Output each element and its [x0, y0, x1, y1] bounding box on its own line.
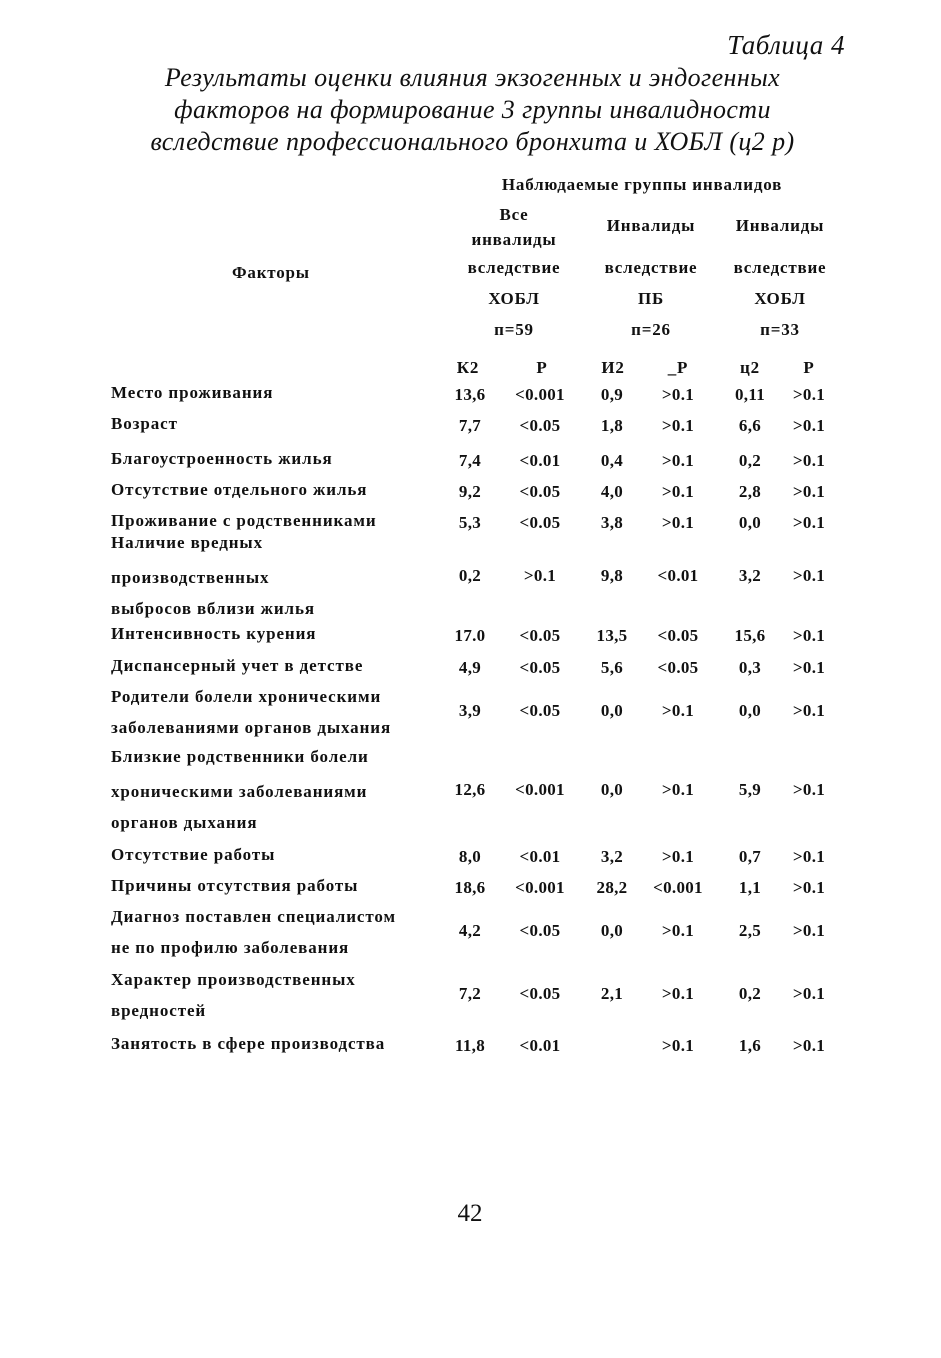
value-cell: >0.1 — [792, 878, 826, 897]
group-1-line1: Все — [499, 205, 529, 224]
value-cell: <0.05 — [519, 416, 561, 435]
value-cell: 4,2 — [458, 921, 482, 940]
group-1-n: п=59 — [494, 320, 534, 339]
factor-label: Возраст — [111, 414, 178, 433]
group-1-line3: вследствие — [467, 258, 561, 277]
group-3-line4: ХОБЛ — [754, 289, 806, 308]
value-cell: <0.05 — [519, 658, 561, 677]
value-cell: 3,2 — [600, 847, 624, 866]
value-cell: 9,2 — [458, 482, 482, 501]
value-cell: <0.01 — [519, 451, 561, 470]
factor-label: хроническими заболеваниями — [111, 782, 368, 801]
value-cell: <0.05 — [519, 921, 561, 940]
value-cell: 3,9 — [458, 701, 482, 720]
value-cell: >0.1 — [792, 513, 826, 532]
value-cell: >0.1 — [661, 780, 695, 799]
value-cell: >0.1 — [661, 847, 695, 866]
value-cell: <0.001 — [653, 878, 703, 897]
factors-header: Факторы — [232, 263, 310, 282]
subheader-cell: И2 — [601, 358, 625, 377]
groups-header: Наблюдаемые группы инвалидов — [501, 175, 783, 194]
value-cell: 0,0 — [600, 780, 624, 799]
table-number: Таблица 4 — [727, 30, 845, 60]
value-cell: 0,3 — [738, 658, 762, 677]
value-cell: 28,2 — [596, 878, 628, 897]
factor-label: Диспансерный учет в детстве — [111, 656, 364, 675]
value-cell: 3,2 — [738, 566, 762, 585]
value-cell: <0.05 — [519, 482, 561, 501]
value-cell: 11,8 — [454, 1036, 486, 1055]
value-cell: >0.1 — [792, 658, 826, 677]
value-cell: >0.1 — [661, 416, 695, 435]
value-cell: 5,6 — [600, 658, 624, 677]
value-cell: <0.01 — [519, 1036, 561, 1055]
value-cell: 0,2 — [738, 451, 762, 470]
group-2-line2: Инвалиды — [606, 216, 696, 235]
value-cell: >0.1 — [661, 482, 695, 501]
value-cell: <0.001 — [515, 878, 565, 897]
value-cell: >0.1 — [792, 984, 826, 1003]
subheader-cell: Р — [803, 358, 815, 377]
value-cell: <0.05 — [519, 984, 561, 1003]
value-cell: 7,2 — [458, 984, 482, 1003]
value-cell: 6,6 — [738, 416, 762, 435]
factor-label: выбросов вблизи жилья — [111, 599, 315, 618]
factor-label: Проживание с родственниками — [111, 511, 377, 530]
value-cell: >0.1 — [523, 566, 557, 585]
factor-label: вредностей — [111, 1001, 207, 1020]
value-cell: 0,9 — [600, 385, 624, 404]
factor-label: Характер производственных — [111, 970, 356, 989]
value-cell: >0.1 — [661, 513, 695, 532]
subheader-cell: К2 — [456, 358, 480, 377]
value-cell: 4,0 — [600, 482, 624, 501]
factor-label: Отсутствие работы — [111, 845, 276, 864]
value-cell: >0.1 — [661, 701, 695, 720]
value-cell: 4,9 — [458, 658, 482, 677]
subheader-cell: _Р — [667, 358, 689, 377]
factor-label: Место проживания — [111, 383, 274, 402]
factor-label: Родители болели хроническими — [111, 687, 382, 706]
value-cell: 1,1 — [738, 878, 762, 897]
value-cell: 1,8 — [600, 416, 624, 435]
value-cell: 0,0 — [738, 513, 762, 532]
group-1-line2: инвалиды — [471, 230, 557, 249]
value-cell: 5,9 — [738, 780, 762, 799]
factor-label: Отсутствие отдельного жилья — [111, 480, 368, 499]
value-cell: <0.001 — [515, 385, 565, 404]
value-cell: 2,5 — [738, 921, 762, 940]
value-cell: >0.1 — [661, 921, 695, 940]
value-cell: 0,4 — [600, 451, 624, 470]
group-3-line2: Инвалиды — [735, 216, 825, 235]
factor-label: Благоустроенность жилья — [111, 449, 333, 468]
factor-label: заболеваниями органов дыхания — [111, 718, 392, 737]
value-cell: 8,0 — [458, 847, 482, 866]
factor-label: Причины отсутствия работы — [111, 876, 359, 895]
factor-label: органов дыхания — [111, 813, 258, 832]
page-number: 42 — [457, 1200, 483, 1227]
subheader-cell: Р — [536, 358, 548, 377]
value-cell: 0,2 — [738, 984, 762, 1003]
factor-label: Наличие вредных — [111, 533, 264, 552]
value-cell: >0.1 — [661, 451, 695, 470]
value-cell: <0.05 — [657, 658, 699, 677]
factor-label: не по профилю заболевания — [111, 938, 350, 957]
factor-label: Близкие родственники болели — [111, 747, 369, 766]
value-cell: >0.1 — [792, 626, 826, 645]
factor-label: производственных — [111, 568, 270, 587]
value-cell: 17.0 — [454, 626, 486, 645]
value-cell: 13,5 — [596, 626, 628, 645]
value-cell: 15,6 — [734, 626, 766, 645]
value-cell: 2,1 — [600, 984, 624, 1003]
title-line: вследствие профессионального бронхита и ХОБЛ (ц2 р) — [150, 127, 795, 156]
value-cell: 9,8 — [600, 566, 624, 585]
value-cell: <0.05 — [519, 513, 561, 532]
value-cell: 18,6 — [454, 878, 486, 897]
value-cell: 12,6 — [454, 780, 486, 799]
value-cell: 5,3 — [458, 513, 482, 532]
value-cell: >0.1 — [792, 780, 826, 799]
value-cell: >0.1 — [661, 385, 695, 404]
value-cell: 0,0 — [600, 921, 624, 940]
value-cell: >0.1 — [792, 385, 826, 404]
value-cell: >0.1 — [792, 566, 826, 585]
factor-label: Интенсивность курения — [111, 624, 317, 643]
value-cell: <0.05 — [657, 626, 699, 645]
value-cell: 0,0 — [600, 701, 624, 720]
group-3-line3: вследствие — [733, 258, 827, 277]
value-cell: <0.01 — [519, 847, 561, 866]
group-2-n: п=26 — [631, 320, 671, 339]
subheader-cell: ц2 — [740, 358, 760, 377]
value-cell: 0,0 — [738, 701, 762, 720]
value-cell: >0.1 — [792, 921, 826, 940]
title-line: Результаты оценки влияния экзогенных и эндогенных — [164, 63, 781, 92]
group-2-line3: вследствие — [604, 258, 698, 277]
value-cell: >0.1 — [661, 984, 695, 1003]
value-cell: 2,8 — [738, 482, 762, 501]
factor-label: Занятость в сфере производства — [111, 1034, 386, 1053]
title-line: факторов на формирование 3 группы инвалидности — [174, 95, 771, 124]
value-cell: 0,2 — [458, 566, 482, 585]
value-cell: >0.1 — [792, 847, 826, 866]
value-cell: >0.1 — [792, 482, 826, 501]
value-cell: <0.01 — [657, 566, 699, 585]
factor-label: Диагноз поставлен специалистом — [111, 907, 396, 926]
value-cell: >0.1 — [792, 416, 826, 435]
value-cell: <0.001 — [515, 780, 565, 799]
value-cell: 0,7 — [738, 847, 762, 866]
value-cell: <0.05 — [519, 626, 561, 645]
value-cell: >0.1 — [661, 1036, 695, 1055]
value-cell: 7,7 — [458, 416, 482, 435]
value-cell: >0.1 — [792, 701, 826, 720]
group-3-n: п=33 — [760, 320, 800, 339]
value-cell: <0.05 — [519, 701, 561, 720]
value-cell: >0.1 — [792, 1036, 826, 1055]
value-cell: 13,6 — [454, 385, 486, 404]
group-2-line4: ПБ — [637, 289, 665, 308]
table-title — [100, 62, 845, 158]
value-cell: 7,4 — [458, 451, 482, 470]
value-cell: >0.1 — [792, 451, 826, 470]
value-cell: 3,8 — [600, 513, 624, 532]
group-1-line4: ХОБЛ — [488, 289, 540, 308]
value-cell: 0,11 — [734, 385, 766, 404]
value-cell: 1,6 — [738, 1036, 762, 1055]
